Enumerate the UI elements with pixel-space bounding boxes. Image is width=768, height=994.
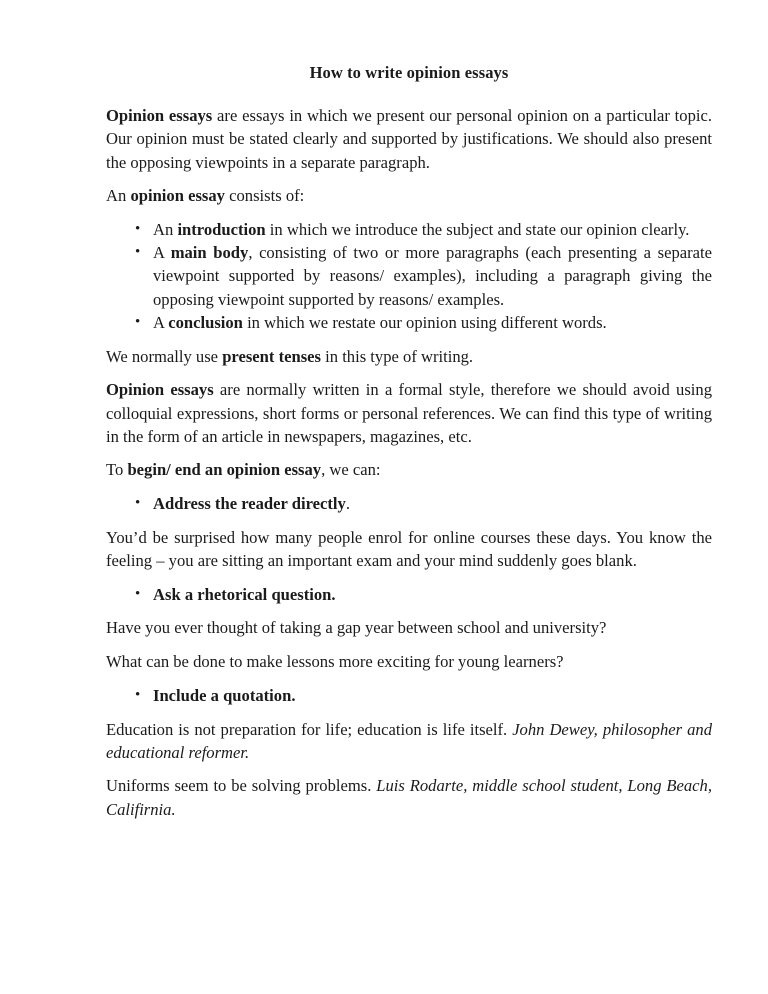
bold-run: main body: [170, 243, 249, 263]
paragraph-begin-end-lead: [106, 458, 712, 481]
list-technique-include-quotation: [106, 684, 712, 707]
paragraph-quotation-example-1: [106, 718, 712, 764]
bold-run: Opinion essays: [106, 380, 214, 400]
bold-run: present tenses: [222, 346, 321, 366]
page-title: How to write opinion essays: [309, 63, 509, 82]
paragraph-consists-of-lead: [106, 184, 712, 207]
document-blocks: [106, 104, 712, 821]
bold-run: Ask a rhetorical question.: [153, 584, 336, 604]
bold-run: opinion essay: [130, 186, 225, 206]
bold-run: begin/ end an opinion essay: [127, 460, 322, 480]
text-run: A: [153, 312, 169, 332]
paragraph-present-tenses: [106, 345, 712, 368]
list-item: [106, 684, 712, 707]
text-run: consists of:: [224, 186, 305, 206]
italic-run: Luis Rodarte, middle school student, Long Beach, Califirnia.: [106, 776, 712, 819]
text-run: You’d be surprised how many people enrol for online courses these days. You know the feeling – you are sitting an important exam and your mind suddenly goes blank.: [106, 527, 712, 571]
text-run: Uniforms seem to be solving problems.: [106, 776, 377, 796]
bold-run: conclusion: [168, 312, 243, 332]
list-item: [106, 218, 712, 241]
text-run: Education is not preparation for life; education is life itself.: [106, 719, 513, 739]
paragraph-address-reader-example: [106, 526, 712, 572]
text-run: in this type of writing.: [320, 346, 474, 366]
paragraph-rhetorical-example-2: [106, 650, 712, 673]
paragraph-quotation-example-2: [106, 774, 712, 820]
text-run: A: [153, 243, 171, 263]
paragraph-formal-style: [106, 378, 712, 448]
paragraph-rhetorical-example-1: [106, 616, 712, 639]
document-body: [106, 62, 712, 821]
italic-run: John Dewey, philosopher and educational reformer.: [106, 719, 712, 762]
list-technique-rhetorical-question: [106, 583, 712, 606]
text-run: .: [345, 494, 350, 514]
bold-run: introduction: [177, 220, 266, 240]
bold-run: Address the reader directly: [153, 494, 346, 514]
text-run: An: [106, 186, 131, 206]
list-technique-address-reader: [106, 492, 712, 515]
bold-run: Include a quotation.: [153, 685, 296, 705]
text-run: in which we restate our opinion using different words.: [242, 312, 607, 332]
list-item: [106, 241, 712, 311]
text-run: We normally use: [106, 346, 223, 366]
list-item: [106, 311, 712, 334]
list-essay-structure-list: [106, 218, 712, 334]
paragraph-intro: [106, 104, 712, 174]
text-run: are essays in which we present our personal opinion on a particular topic. Our opinion must be stated clearly and supported by justifications. We should also present the opposing viewpoints in a separate paragraph.: [106, 106, 712, 172]
list-item: [106, 583, 712, 606]
text-run: Have you ever thought of taking a gap year between school and university?: [106, 618, 607, 638]
text-run: To: [106, 460, 128, 480]
text-run: An: [153, 220, 178, 240]
text-run: , we can:: [321, 460, 381, 480]
bold-run: Opinion essays: [106, 106, 213, 126]
text-run: What can be done to make lessons more exciting for young learners?: [106, 652, 564, 672]
text-run: are normally written in a formal style, therefore we should avoid using colloquial expressions, short forms or personal references. We can find this type of writing in the form of an article in newspapers, magazines, etc.: [106, 380, 713, 446]
list-item: [106, 492, 712, 515]
text-run: in which we introduce the subject and state our opinion clearly.: [265, 220, 690, 240]
text-run: , consisting of two or more paragraphs (each presenting a separate viewpoint supported by reasons/ examples), including a paragraph giving the opposing viewpoint supported by reasons/ examples.: [153, 243, 712, 309]
